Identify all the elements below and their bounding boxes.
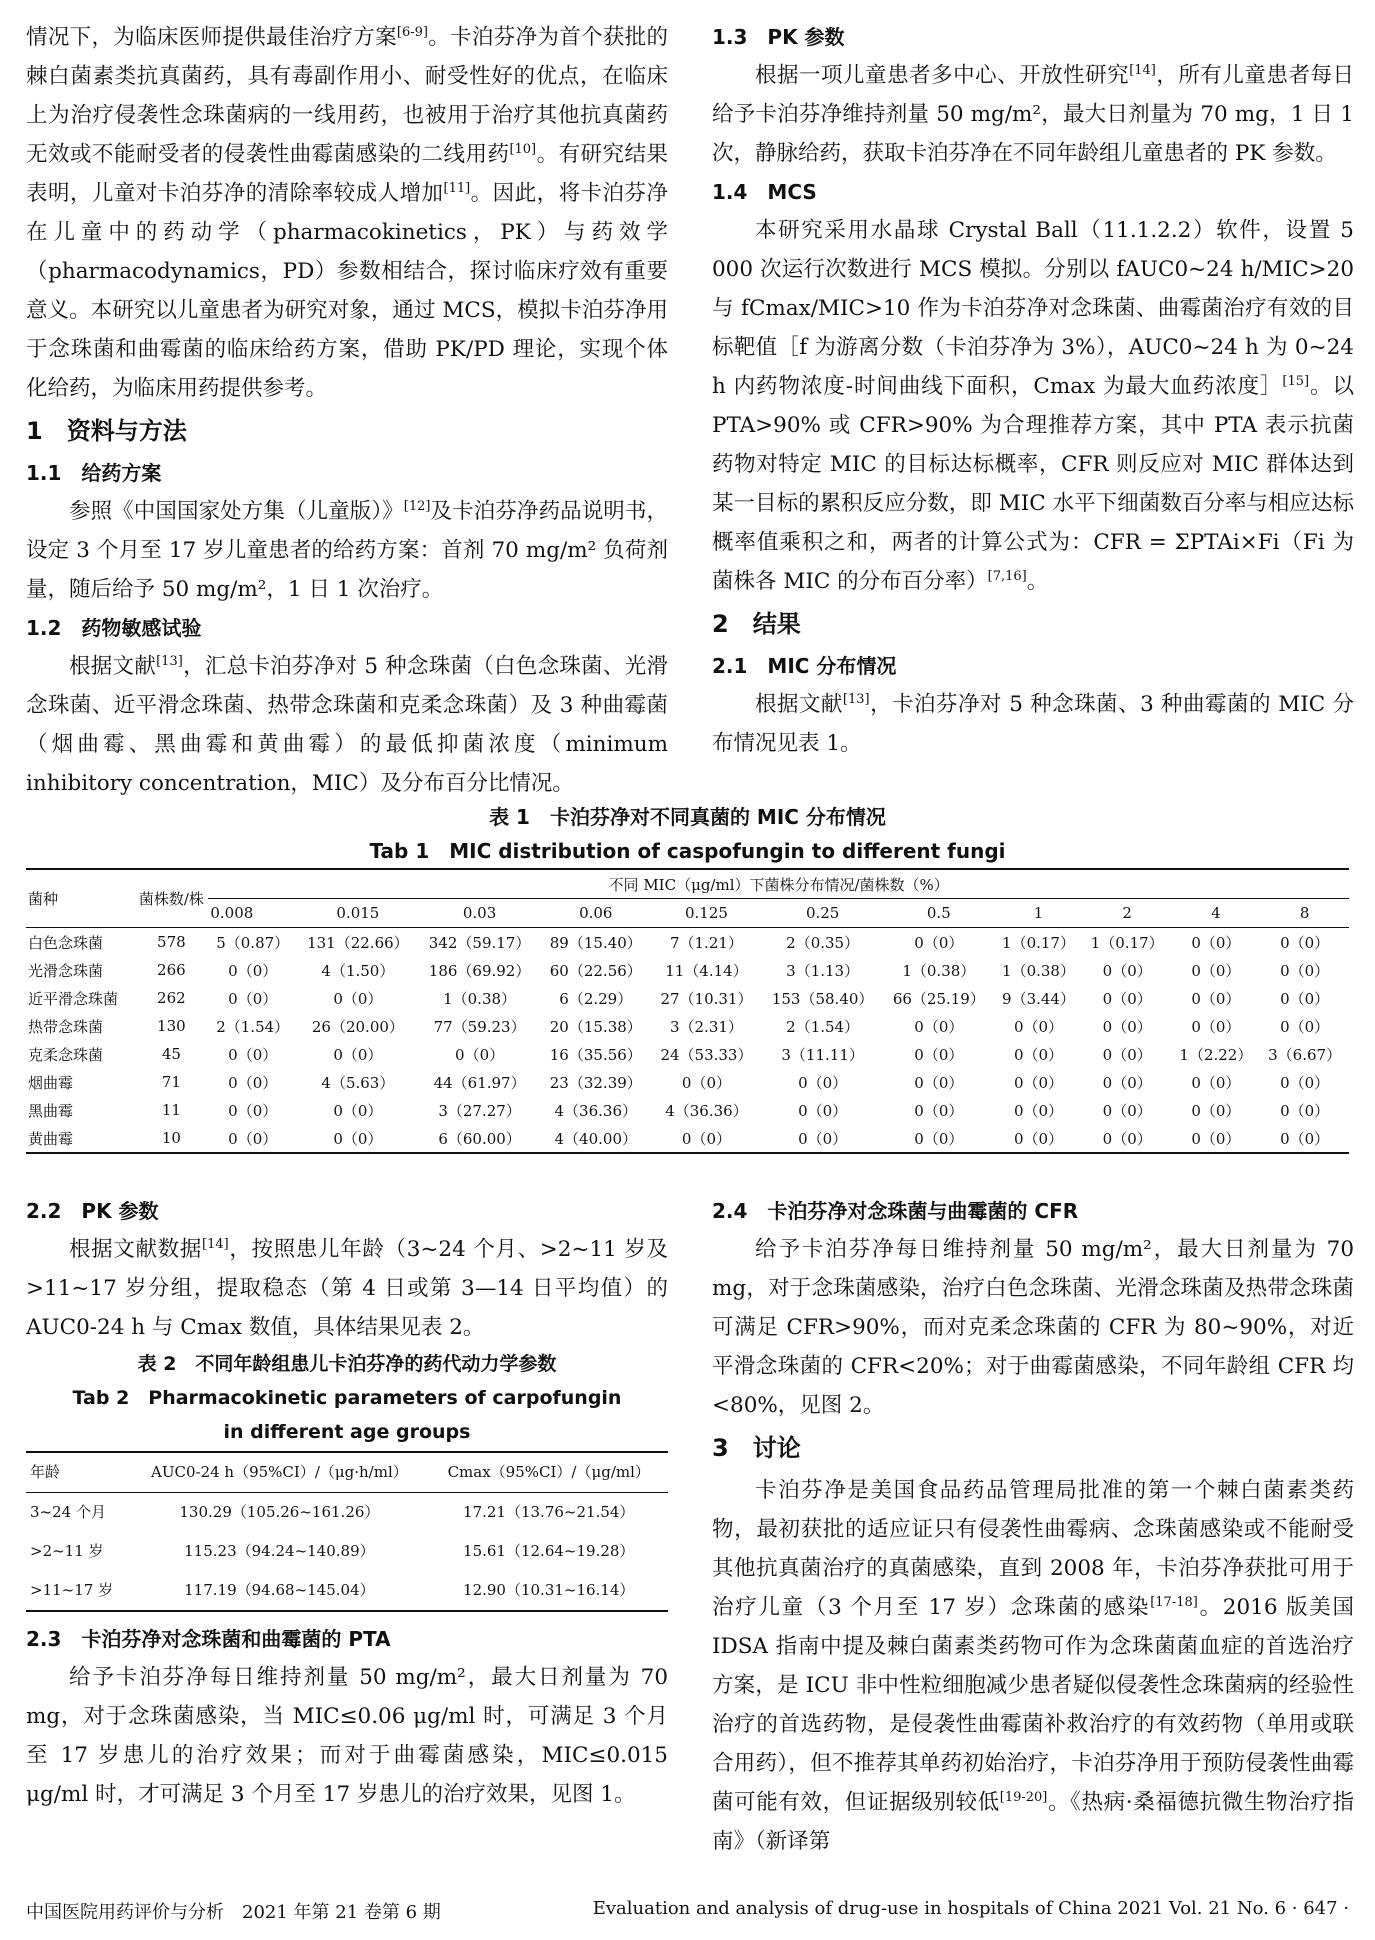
value-cell: 0（0）	[1013, 1017, 1064, 1036]
text: 及卡泊芬净药品说明书，设定 3 个月至 17 岁儿童患者的给药方案：首剂 70 mg/m² 负荷剂量，随后给予 50 mg/m²，1 日 1 次治疗。	[26, 499, 668, 602]
table-row	[26, 1012, 1349, 1040]
value-cell: 3（1.13）	[786, 961, 860, 980]
table-row	[26, 1532, 668, 1571]
text: 参照《中国国家处方集（儿童版）》	[69, 499, 404, 524]
citation: [7,16]	[987, 568, 1027, 584]
table-row	[26, 1124, 1349, 1153]
value-cell: 26（20.00）	[311, 1017, 404, 1036]
value-cell: 0（0）	[1191, 1017, 1241, 1036]
value-cell: 24（53.33）	[660, 1045, 753, 1064]
text: 。2016 版美国 IDSA 指南中提及棘白菌素类药物可作为念珠菌菌血症的首选治疗方案，是 ICU 非中性粒细胞减少患者疑似侵袭性念珠菌病的经验性治疗的首选药物，是侵袭性曲霉菌补救治疗的有效药物（单用或联合用药），但不推荐其单药初始治疗，卡泊芬净用于预防侵袭性曲霉菌可能有效，但证据级别较低	[712, 1595, 1354, 1815]
count-cell: 45	[161, 1045, 181, 1063]
value-cell: 4（40.00）	[554, 1129, 638, 1148]
value-cell: 0（0）	[914, 933, 964, 952]
count-cell: 130	[157, 1017, 186, 1035]
text: 。《热病·桑福德抗微生物治疗指南》（新译第	[712, 1790, 1354, 1854]
value-cell: 23（32.39）	[549, 1073, 642, 1092]
mic-table	[26, 868, 1349, 1154]
table-row	[26, 928, 1349, 957]
table-1-caption-cn: 表 1 卡泊芬净对不同真菌的 MIC 分布情况	[489, 805, 886, 829]
right-column-bottom	[712, 1192, 1354, 1861]
value-cell: 0（0）	[1013, 1129, 1064, 1148]
value-cell: 0（0）	[914, 1045, 964, 1064]
section-heading-2-2: 2.2 PK 参数	[26, 1199, 159, 1223]
count-cell: 578	[157, 933, 186, 951]
text: 根据文献	[755, 692, 843, 717]
value-cell: 0（0）	[1013, 1101, 1064, 1120]
age-cell: >11~17 岁	[30, 1581, 114, 1599]
cmax-cell: 17.21（13.76~21.54）	[463, 1503, 635, 1521]
section-heading-1-4: 1.4 MCS	[712, 180, 817, 204]
paragraph-1-4	[712, 211, 1354, 601]
section-heading-2-1: 2.1 MIC 分布情况	[712, 654, 897, 678]
value-cell: 0（0）	[333, 989, 383, 1008]
count-cell: 10	[161, 1129, 181, 1147]
table-row	[26, 1096, 1349, 1124]
value-cell: 0（0）	[681, 1073, 731, 1092]
value-cell: 0（0）	[1280, 933, 1330, 952]
citation: [13]	[842, 691, 870, 707]
value-cell: 4（5.63）	[321, 1073, 395, 1092]
value-cell: 0（0）	[1102, 989, 1152, 1008]
value-cell: 3（6.67）	[1268, 1045, 1342, 1064]
cmax-cell: 15.61（12.64~19.28）	[463, 1542, 635, 1560]
value-cell: 0（0）	[1280, 961, 1330, 980]
section-heading-2-4: 2.4 卡泊芬净对念珠菌与曲霉菌的 CFR	[712, 1199, 1079, 1223]
value-cell: 0（0）	[798, 1129, 848, 1148]
value-cell: 0（0）	[914, 1129, 964, 1148]
table-row	[26, 984, 1349, 1012]
right-column-top	[712, 18, 1354, 763]
mic-col-header: 0.06	[540, 899, 651, 928]
value-cell: 0（0）	[1102, 1017, 1152, 1036]
value-cell: 6（2.29）	[559, 989, 633, 1008]
value-cell: 0（0）	[1280, 1129, 1330, 1148]
citation: [17-18]	[1150, 1594, 1198, 1610]
citation: [14]	[1129, 62, 1156, 78]
species-cell: 克柔念珠菌	[28, 1045, 104, 1064]
left-column-bottom	[26, 1192, 668, 1814]
text: ，所有儿童患者每日给予卡泊芬净维持剂量 50 mg/m²，最大日剂量为 70 mg，1 日 1 次，静脉给药，获取卡泊芬净在不同年龄组儿童患者的 PK 参数。	[712, 63, 1354, 166]
table-2-caption-en-1: Tab 2 Pharmacokinetic parameters of carpofungin	[72, 1387, 622, 1409]
text: ，按照患儿年龄（3~24 个月、>2~11 岁及>11~17 岁分组，提取稳态（第 4 日或第 3—14 日平均值）的 AUC0-24 h 与 Cmax 数值，具体结果见表 2。	[26, 1237, 668, 1340]
value-cell: 0（0）	[333, 1045, 383, 1064]
col-age: 年龄	[26, 1452, 129, 1493]
count-cell: 71	[161, 1073, 181, 1091]
auc-cell: 117.19（94.68~145.04）	[184, 1581, 375, 1599]
section-heading-1-1: 1.1 给药方案	[26, 461, 162, 485]
value-cell: 3（27.27）	[438, 1101, 521, 1120]
value-cell: 4（1.50）	[321, 961, 395, 980]
table-row	[26, 1068, 1349, 1096]
citation: [10]	[509, 141, 537, 157]
value-cell: 0（0）	[1102, 1073, 1152, 1092]
value-cell: 0（0）	[1191, 961, 1241, 980]
value-cell: 131（22.66）	[307, 933, 409, 952]
value-cell: 44（61.97）	[433, 1073, 526, 1092]
footer-journal-en: Evaluation and analysis of drug-use in hospitals of China 2021 Vol. 21 No. 6 · 647 ·	[592, 1898, 1349, 1919]
value-cell: 16（35.56）	[549, 1045, 642, 1064]
mic-col-header: 2	[1083, 899, 1172, 928]
age-cell: 3~24 个月	[30, 1503, 106, 1521]
species-cell: 近平滑念珠菌	[28, 989, 119, 1008]
value-cell: 77（59.23）	[433, 1017, 526, 1036]
mic-col-header: 1	[994, 899, 1083, 928]
value-cell: 0（0）	[1013, 1045, 1064, 1064]
value-cell: 0（0）	[333, 1129, 383, 1148]
pk-table	[26, 1451, 668, 1612]
value-cell: 0（0）	[1102, 1129, 1152, 1148]
mic-col-header: 0.03	[419, 899, 541, 928]
citation: [14]	[202, 1236, 229, 1252]
value-cell: 0（0）	[1102, 1101, 1152, 1120]
mic-col-header: 4	[1172, 899, 1261, 928]
species-cell: 黑曲霉	[28, 1101, 74, 1120]
value-cell: 0（0）	[914, 1073, 964, 1092]
mic-col-header: 8	[1260, 899, 1349, 928]
citation: [6-9]	[396, 24, 428, 40]
table-1-caption-en: Tab 1 MIC distribution of caspofungin to different fungi	[369, 839, 1006, 863]
mic-header-row	[26, 899, 1349, 928]
text: 本研究采用水晶球 Crystal Ball（11.1.2.2）软件，设置 5 000 次运行次数进行 MCS 模拟。分别以 fAUC0~24 h/MIC>20 与 fCmax/MIC>10 作为卡泊芬净对念珠菌、曲霉菌治疗有效的目标靶值［f 为游离分数（卡泊芬净为 3%），AUC0~24 h 为 0~24 h 内药物浓度-时间曲线下面积，Cmax 为最大血药浓度］	[712, 218, 1354, 399]
value-cell: 0（0）	[798, 1101, 848, 1120]
value-cell: 1（2.22）	[1179, 1045, 1253, 1064]
mic-col-header: 0.25	[762, 899, 884, 928]
text: 。有研究结果表明，儿童对卡泊芬净的清除率较成人增加	[26, 142, 668, 206]
table-row	[26, 1040, 1349, 1068]
value-cell: 9（3.44）	[1002, 989, 1075, 1008]
col-cmax: Cmax（95%CI）/（μg/ml）	[429, 1452, 668, 1493]
text: 。以 PTA>90% 或 CFR>90% 为合理推荐方案，其中 PTA 表示抗菌药物对特定 MIC 的目标达标概率，CFR 则反应对 MIC 群体达到某一目标的累积反应分数，即 MIC 水平下细菌数百分率与相应达标概率值乘积之和，两者的计算公式为：CFR = ΣPTAi×Fi（Fi 为菌株各 MIC 的分布百分率）	[712, 374, 1354, 594]
value-cell: 3（2.31）	[669, 1017, 743, 1036]
citation: [15]	[1282, 373, 1310, 389]
value-cell: 153（58.40）	[771, 989, 874, 1008]
page-footer	[26, 1898, 1349, 1924]
value-cell: 0（0）	[228, 1101, 278, 1120]
text: 卡泊芬净是美国食品药品管理局批准的第一个棘白菌素类药物，最初获批的适应证只有侵袭性曲霉病、念珠菌感染或不能耐受其他抗真菌治疗的真菌感染，直到 2008 年，卡泊芬净获批可用于治疗儿童（3 个月至 17 岁）念珠菌的感染	[712, 1478, 1354, 1620]
species-cell: 烟曲霉	[28, 1073, 74, 1092]
text: 。卡泊芬净为首个获批的棘白菌素类抗真菌药，具有毒副作用小、耐受性好的优点，在临床上为治疗侵袭性念珠菌病的一线用药，也被用于治疗其他抗真菌药无效或不能耐受者的侵袭性曲霉菌感染的二线用药	[26, 25, 668, 167]
citation: [12]	[403, 498, 431, 514]
value-cell: 0（0）	[1102, 961, 1152, 980]
value-cell: 2（1.54）	[216, 1017, 290, 1036]
value-cell: 0（0）	[1102, 1045, 1152, 1064]
value-cell: 0（0）	[681, 1129, 731, 1148]
value-cell: 186（69.92）	[428, 961, 531, 980]
value-cell: 4（36.36）	[554, 1101, 638, 1120]
value-cell: 2（0.35）	[786, 933, 860, 952]
value-cell: 27（10.31）	[660, 989, 753, 1008]
count-cell: 266	[157, 961, 186, 979]
citation: [11]	[443, 180, 471, 196]
pk-table-body	[26, 1493, 668, 1612]
value-cell: 0（0）	[1191, 1073, 1241, 1092]
paragraph-2-2	[26, 1230, 668, 1347]
value-cell: 0（0）	[798, 1073, 848, 1092]
value-cell: 66（25.19）	[892, 989, 985, 1008]
text: 。	[1026, 569, 1049, 594]
paragraph-2-4: 给予卡泊芬净每日维持剂量 50 mg/m²，最大日剂量为 70 mg，对于念珠菌感染，治疗白色念珠菌、光滑念珠菌及热带念珠菌可满足 CFR>90%，而对克柔念珠菌的 CFR 为 80~90%，对近平滑念珠菌的 CFR<20%；对于曲霉菌感染，不同年龄组 CFR 均<80%，见图 2。	[712, 1237, 1354, 1418]
value-cell: 5（0.87）	[216, 933, 290, 952]
species-cell: 光滑念珠菌	[28, 961, 104, 980]
col-species: 菌种	[26, 869, 134, 928]
section-heading-2: 2 结果	[712, 610, 801, 638]
value-cell: 0（0）	[228, 1129, 278, 1148]
table-2-caption-cn: 表 2 不同年龄组患儿卡泊芬净的药代动力学参数	[137, 1353, 557, 1375]
col-group: 不同 MIC（μg/ml）下菌株分布情况/菌株数（%）	[208, 869, 1349, 899]
value-cell: 60（22.56）	[549, 961, 642, 980]
section-heading-3: 3 讨论	[712, 1434, 801, 1462]
value-cell: 0（0）	[1280, 1101, 1330, 1120]
value-cell: 0（0）	[333, 1101, 383, 1120]
citation: [13]	[156, 653, 183, 669]
value-cell: 0（0）	[1191, 1129, 1241, 1148]
value-cell: 0（0）	[228, 1073, 278, 1092]
value-cell: 4（36.36）	[665, 1101, 748, 1120]
paragraph-3	[712, 1471, 1354, 1861]
table-row	[26, 1493, 668, 1533]
value-cell: 6（60.00）	[438, 1129, 521, 1148]
mic-col-header: 0.125	[651, 899, 762, 928]
mic-col-header: 0.5	[883, 899, 994, 928]
auc-cell: 130.29（105.26~161.26）	[179, 1503, 380, 1521]
value-cell: 0（0）	[455, 1045, 505, 1064]
value-cell: 0（0）	[1191, 989, 1241, 1008]
value-cell: 342（59.17）	[428, 933, 531, 952]
value-cell: 89（15.40）	[549, 933, 642, 952]
mic-col-header: 0.008	[208, 899, 297, 928]
text: ，汇总卡泊芬净对 5 种念珠菌（白色念珠菌、光滑念珠菌、近平滑念珠菌、热带念珠菌和克柔念珠菌）及 3 种曲霉菌（烟曲霉、黑曲霉和黄曲霉）的最低抑菌浓度（minimum inhibitory concentration，MIC）及分布百分比情况。	[26, 654, 668, 796]
table-row	[26, 1571, 668, 1611]
value-cell: 11（4.14）	[665, 961, 748, 980]
value-cell: 1（0.17）	[1002, 933, 1075, 952]
footer-journal-cn: 中国医院用药评价与分析 2021 年第 21 卷第 6 期	[26, 1902, 441, 1923]
text: 根据文献	[69, 654, 157, 679]
text: ，卡泊芬净对 5 种念珠菌、3 种曲霉菌的 MIC 分布情况见表 1。	[712, 692, 1354, 756]
citation: [19-20]	[999, 1789, 1048, 1805]
value-cell: 1（0.38）	[1002, 961, 1075, 980]
value-cell: 7（1.21）	[669, 933, 743, 952]
col-count: 菌株数/株	[134, 869, 208, 928]
count-cell: 11	[161, 1101, 181, 1119]
value-cell: 1（0.17）	[1090, 933, 1164, 952]
value-cell: 0（0）	[228, 961, 278, 980]
table-row	[26, 956, 1349, 984]
count-cell: 262	[157, 989, 186, 1007]
left-column-top	[26, 18, 668, 803]
value-cell: 0（0）	[1013, 1073, 1064, 1092]
text: 情况下，为临床医师提供最佳治疗方案	[26, 25, 397, 50]
value-cell: 0（0）	[1280, 1017, 1330, 1036]
species-cell: 热带念珠菌	[28, 1017, 104, 1036]
section-heading-1-3: 1.3 PK 参数	[712, 25, 845, 49]
section-heading-1: 1 资料与方法	[26, 417, 187, 445]
text: 。因此，将卡泊芬净在儿童中的药动学（pharmacokinetics，PK）与药效学（pharmacodynamics，PD）参数相结合，探讨临床疗效有重要意义。本研究以儿童患者为研究对象，通过 MCS，模拟卡泊芬净用于念珠菌和曲霉菌的临床给药方案，借助 PK/PD 理论，实现个体化给药，为临床用药提供参考。	[26, 181, 668, 401]
auc-cell: 115.23（94.24~140.89）	[184, 1542, 375, 1560]
value-cell: 0（0）	[228, 1045, 278, 1064]
col-auc: AUC0-24 h（95%CI）/（μg·h/ml）	[129, 1452, 429, 1493]
value-cell: 0（0）	[914, 1101, 964, 1120]
value-cell: 20（15.38）	[549, 1017, 642, 1036]
text: 根据一项儿童患者多中心、开放性研究	[755, 63, 1130, 88]
paragraph-1-2	[26, 647, 668, 803]
paragraph-1-3	[712, 56, 1354, 173]
table-2-caption-en-2: in different age groups	[223, 1421, 471, 1443]
value-cell: 0（0）	[1191, 933, 1241, 952]
paragraph-2-1	[712, 685, 1354, 763]
intro-paragraph	[26, 18, 668, 408]
cmax-cell: 12.90（10.31~16.14）	[463, 1581, 635, 1599]
value-cell: 0（0）	[1280, 1073, 1330, 1092]
mic-col-header: 0.015	[297, 899, 419, 928]
section-heading-1-2: 1.2 药物敏感试验	[26, 616, 202, 640]
value-cell: 1（0.38）	[443, 989, 517, 1008]
species-cell: 黄曲霉	[28, 1129, 74, 1148]
value-cell: 0（0）	[1280, 989, 1330, 1008]
value-cell: 3（11.11）	[781, 1045, 864, 1064]
value-cell: 0（0）	[1191, 1101, 1241, 1120]
table-1	[26, 800, 1349, 1154]
value-cell: 0（0）	[914, 1017, 964, 1036]
paragraph-2-3: 给予卡泊芬净每日维持剂量 50 mg/m²，最大日剂量为 70 mg，对于念珠菌感染，当 MIC≤0.06 μg/ml 时，可满足 3 个月至 17 岁患儿的治疗效果；而对于曲霉菌感染，MIC≤0.015 μg/ml 时，才可满足 3 个月至 17 岁患儿的治疗效果，见图 1。	[26, 1665, 668, 1807]
species-cell: 白色念珠菌	[28, 933, 104, 952]
value-cell: 2（1.54）	[786, 1017, 860, 1036]
paragraph-1-1	[26, 492, 668, 609]
text: 根据文献数据	[69, 1237, 203, 1262]
value-cell: 1（0.38）	[902, 961, 976, 980]
section-heading-2-3: 2.3 卡泊芬净对念珠菌和曲霉菌的 PTA	[26, 1627, 391, 1651]
value-cell: 0（0）	[228, 989, 278, 1008]
mic-table-body	[26, 928, 1349, 1154]
age-cell: >2~11 岁	[30, 1542, 104, 1560]
